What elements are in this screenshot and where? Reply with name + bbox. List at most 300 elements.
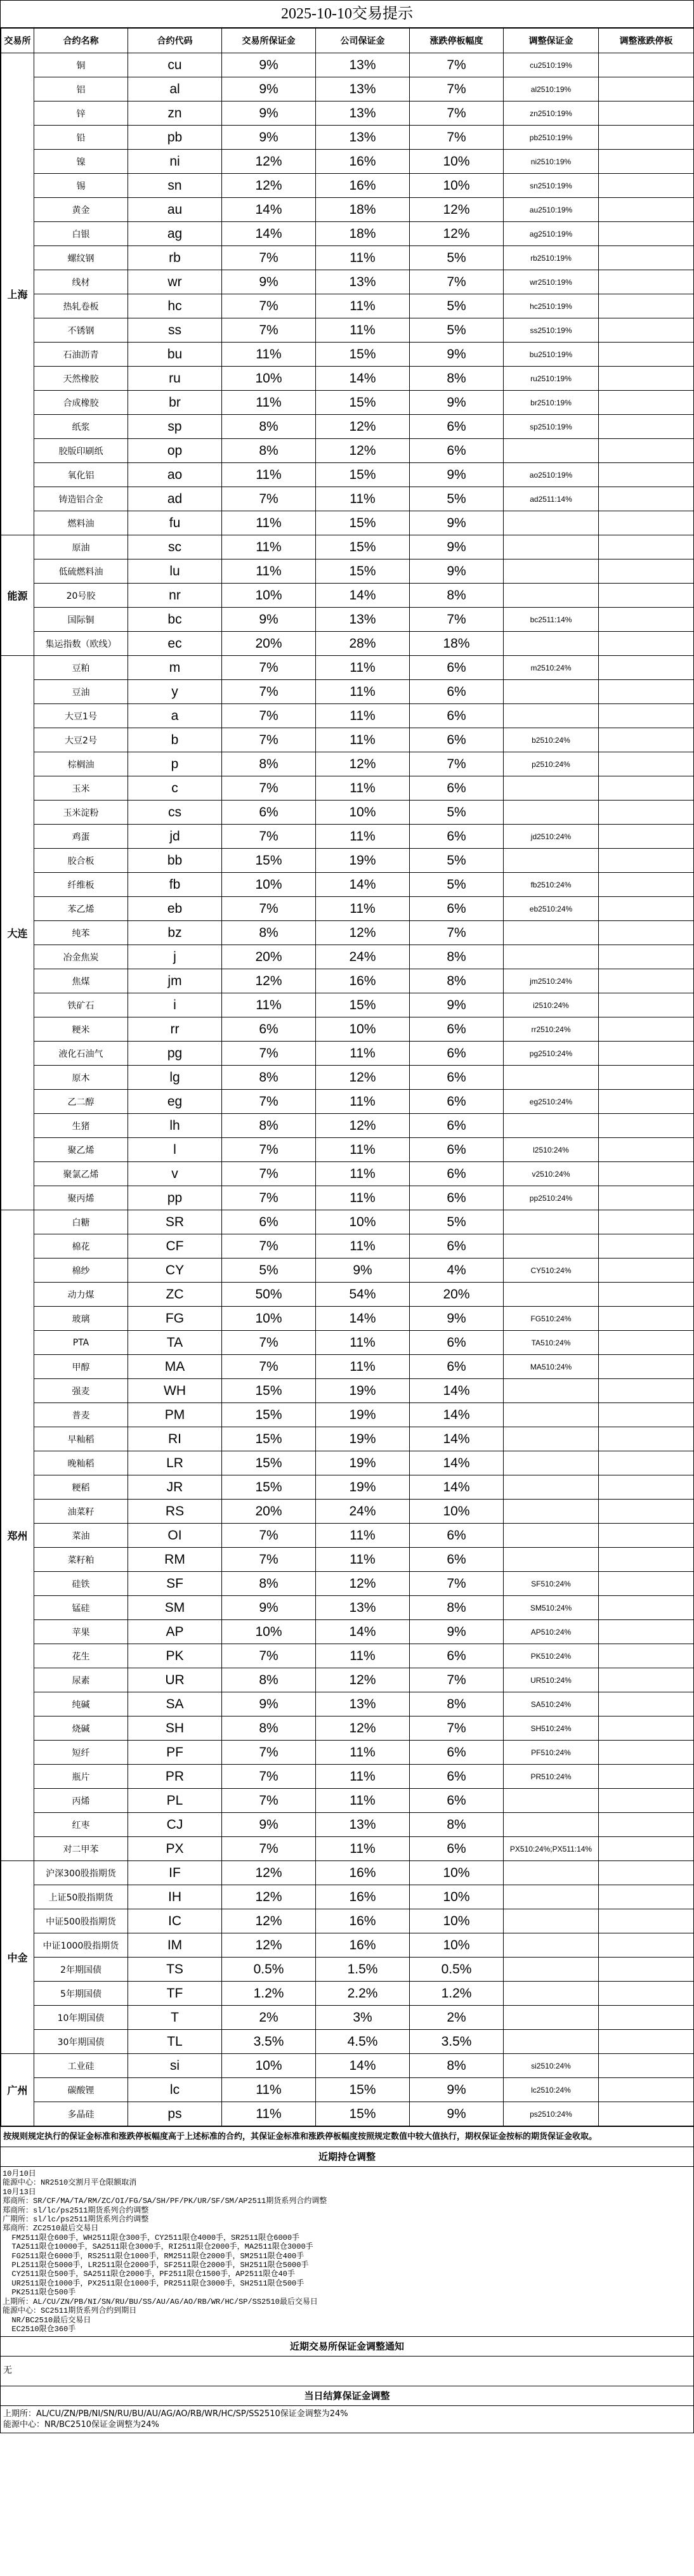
table-row <box>1 1210 694 1234</box>
company-margin: 15% <box>316 391 410 415</box>
contract-code: RS <box>128 1500 222 1524</box>
contract-name: 30年期国债 <box>34 2030 128 2054</box>
exchange-margin: 8% <box>222 415 316 439</box>
adjusted-margin: UR510:24% <box>504 1668 599 1692</box>
exchange-margin: 20% <box>222 1500 316 1524</box>
contract-code: SR <box>128 1210 222 1234</box>
table-row <box>1 656 694 680</box>
company-margin: 13% <box>316 126 410 150</box>
adjusted-margin <box>504 1548 599 1572</box>
price-limit: 6% <box>410 1789 504 1813</box>
table-body <box>1 53 694 2126</box>
price-limit: 7% <box>410 1572 504 1596</box>
notice-section-text: 无 <box>1 2357 693 2386</box>
adjusted-margin <box>504 1958 599 1982</box>
exchange-margin: 5% <box>222 1259 316 1283</box>
exchange-margin: 10% <box>222 1307 316 1331</box>
adjusted-margin <box>504 1982 599 2006</box>
adjusted-limit <box>599 1259 694 1283</box>
adjusted-margin <box>504 1885 599 1909</box>
adjusted-margin: ni2510:19% <box>504 150 599 174</box>
exchange-margin: 7% <box>222 1548 316 1572</box>
contract-name: 焦煤 <box>34 969 128 993</box>
exchange-margin: 7% <box>222 825 316 849</box>
exchange-margin: 10% <box>222 2054 316 2078</box>
company-margin: 13% <box>316 53 410 77</box>
adjusted-margin <box>504 511 599 535</box>
contract-code: SF <box>128 1572 222 1596</box>
adjusted-limit <box>599 1789 694 1813</box>
contract-name: 多晶硅 <box>34 2102 128 2126</box>
table-row <box>1 1403 694 1427</box>
adjusted-limit <box>599 704 694 728</box>
table-row <box>1 632 694 656</box>
contract-code: c <box>128 776 222 801</box>
company-margin: 11% <box>316 897 410 921</box>
adjusted-margin: jm2510:24% <box>504 969 599 993</box>
exchange-margin: 12% <box>222 969 316 993</box>
adjusted-limit <box>599 993 694 1017</box>
exchange-name: 中金 <box>1 1861 34 2054</box>
company-margin: 15% <box>316 343 410 367</box>
adjusted-margin: SH510:24% <box>504 1716 599 1741</box>
exchange-margin: 20% <box>222 945 316 969</box>
exchange-margin: 10% <box>222 1620 316 1644</box>
exchange-margin: 12% <box>222 1909 316 1933</box>
exchange-margin: 7% <box>222 1789 316 1813</box>
exchange-margin: 10% <box>222 873 316 897</box>
table-row <box>1 2078 694 2102</box>
contract-name: 不锈钢 <box>34 318 128 343</box>
company-margin: 10% <box>316 801 410 825</box>
adjusted-margin <box>504 535 599 559</box>
company-margin: 28% <box>316 632 410 656</box>
company-margin: 24% <box>316 945 410 969</box>
exchange-margin: 6% <box>222 801 316 825</box>
exchange-margin: 15% <box>222 849 316 873</box>
adjusted-margin: SM510:24% <box>504 1596 599 1620</box>
price-limit: 8% <box>410 584 504 608</box>
price-limit: 7% <box>410 126 504 150</box>
company-margin: 11% <box>316 1548 410 1572</box>
adjusted-margin <box>504 1524 599 1548</box>
price-limit: 0.5% <box>410 1958 504 1982</box>
adjusted-limit <box>599 897 694 921</box>
table-row <box>1 2102 694 2126</box>
adjusted-margin: eg2510:24% <box>504 1090 599 1114</box>
adjusted-limit <box>599 1331 694 1355</box>
exchange-name: 能源 <box>1 535 34 656</box>
exchange-margin: 0.5% <box>222 1958 316 1982</box>
adjusted-limit <box>599 2030 694 2054</box>
adjusted-margin: PK510:24% <box>504 1644 599 1668</box>
exchange-margin: 7% <box>222 487 316 511</box>
contract-name: 铜 <box>34 53 128 77</box>
adjusted-margin <box>504 1789 599 1813</box>
adjusted-limit <box>599 343 694 367</box>
adjusted-margin <box>504 776 599 801</box>
company-margin: 16% <box>316 174 410 198</box>
contract-name: 丙烯 <box>34 1789 128 1813</box>
contract-code: ZC <box>128 1283 222 1307</box>
price-limit: 8% <box>410 1596 504 1620</box>
adjusted-limit <box>599 1596 694 1620</box>
adjusted-margin: lc2510:24% <box>504 2078 599 2102</box>
adjusted-limit <box>599 535 694 559</box>
adjusted-margin <box>504 1451 599 1475</box>
price-limit: 6% <box>410 1138 504 1162</box>
exchange-margin: 7% <box>222 656 316 680</box>
contract-code: PK <box>128 1644 222 1668</box>
adjusted-limit <box>599 1716 694 1741</box>
contract-code: TS <box>128 1958 222 1982</box>
adjusted-limit <box>599 969 694 993</box>
contract-name: 大豆1号 <box>34 704 128 728</box>
contract-code: MA <box>128 1355 222 1379</box>
contract-code: eg <box>128 1090 222 1114</box>
contract-code: UR <box>128 1668 222 1692</box>
contract-name: 普麦 <box>34 1403 128 1427</box>
exchange-margin: 11% <box>222 535 316 559</box>
table-row <box>1 559 694 584</box>
contract-name: 集运指数（欧线） <box>34 632 128 656</box>
contract-name: 瓶片 <box>34 1765 128 1789</box>
company-margin: 3% <box>316 2006 410 2030</box>
exchange-margin: 9% <box>222 77 316 101</box>
price-limit: 7% <box>410 752 504 776</box>
adjusted-limit <box>599 270 694 294</box>
table-row <box>1 535 694 559</box>
company-margin: 24% <box>316 1500 410 1524</box>
contract-code: i <box>128 993 222 1017</box>
adjusted-margin <box>504 1066 599 1090</box>
exchange-margin: 8% <box>222 1716 316 1741</box>
settlement-section-text <box>1 2406 693 2433</box>
adjusted-limit <box>599 1234 694 1259</box>
exchange-margin: 6% <box>222 1017 316 1042</box>
contract-name: 冶金焦炭 <box>34 945 128 969</box>
contract-name: 聚丙烯 <box>34 1186 128 1210</box>
company-margin: 14% <box>316 1307 410 1331</box>
table-row <box>1 1066 694 1090</box>
exchange-margin: 8% <box>222 1668 316 1692</box>
table-row <box>1 1933 694 1958</box>
contract-name: 胶版印刷纸 <box>34 439 128 463</box>
company-margin: 19% <box>316 1475 410 1500</box>
company-margin: 15% <box>316 2078 410 2102</box>
contract-name: 国际铜 <box>34 608 128 632</box>
adjusted-limit <box>599 752 694 776</box>
exchange-margin: 10% <box>222 367 316 391</box>
table-row <box>1 487 694 511</box>
contract-code: RI <box>128 1427 222 1451</box>
table-row <box>1 873 694 897</box>
margin-table <box>1 28 694 2126</box>
price-limit: 8% <box>410 2054 504 2078</box>
contract-code: PL <box>128 1789 222 1813</box>
company-margin: 12% <box>316 1668 410 1692</box>
price-limit: 6% <box>410 656 504 680</box>
contract-name: 液化石油气 <box>34 1042 128 1066</box>
contract-name: 大豆2号 <box>34 728 128 752</box>
price-limit: 9% <box>410 1307 504 1331</box>
price-limit: 6% <box>410 1331 504 1355</box>
contract-code: IM <box>128 1933 222 1958</box>
contract-code: SH <box>128 1716 222 1741</box>
adjusted-margin: fb2510:24% <box>504 873 599 897</box>
price-limit: 6% <box>410 897 504 921</box>
adjusted-margin: PR510:24% <box>504 1765 599 1789</box>
adjusted-margin: v2510:24% <box>504 1162 599 1186</box>
contract-name: 乙二醇 <box>34 1090 128 1114</box>
contract-name: 锡 <box>34 174 128 198</box>
contract-code: jm <box>128 969 222 993</box>
adjusted-limit <box>599 246 694 270</box>
table-row <box>1 897 694 921</box>
contract-code: FG <box>128 1307 222 1331</box>
adjusted-margin: ad2511:14% <box>504 487 599 511</box>
adjusted-limit <box>599 1837 694 1861</box>
exchange-margin: 9% <box>222 126 316 150</box>
company-margin: 11% <box>316 246 410 270</box>
table-row <box>1 1572 694 1596</box>
table-row <box>1 1234 694 1259</box>
company-margin: 11% <box>316 776 410 801</box>
adjusted-limit <box>599 680 694 704</box>
adjusted-margin <box>504 2006 599 2030</box>
adjusted-limit <box>599 1283 694 1307</box>
exchange-margin: 12% <box>222 1861 316 1885</box>
contract-name: 原木 <box>34 1066 128 1090</box>
price-limit: 2% <box>410 2006 504 2030</box>
price-limit: 9% <box>410 343 504 367</box>
exchange-margin: 8% <box>222 752 316 776</box>
adjusted-margin: wr2510:19% <box>504 270 599 294</box>
contract-name: 白糖 <box>34 1210 128 1234</box>
contract-code: cu <box>128 53 222 77</box>
contract-code: hc <box>128 294 222 318</box>
adjusted-margin: m2510:24% <box>504 656 599 680</box>
adjusted-limit <box>599 1307 694 1331</box>
price-limit: 9% <box>410 559 504 584</box>
table-row <box>1 101 694 126</box>
contract-code: p <box>128 752 222 776</box>
price-limit: 6% <box>410 1186 504 1210</box>
contract-code: lu <box>128 559 222 584</box>
exchange-margin: 8% <box>222 439 316 463</box>
table-row <box>1 439 694 463</box>
table-header-row <box>1 29 694 53</box>
column-header: 交易所 <box>1 29 34 53</box>
adjusted-margin <box>504 704 599 728</box>
contract-name: 苹果 <box>34 1620 128 1644</box>
table-row <box>1 1644 694 1668</box>
contract-name: 红枣 <box>34 1813 128 1837</box>
price-limit: 14% <box>410 1403 504 1427</box>
adjusted-margin: ao2510:19% <box>504 463 599 487</box>
adjusted-limit <box>599 1885 694 1909</box>
company-margin: 14% <box>316 584 410 608</box>
exchange-margin: 7% <box>222 1186 316 1210</box>
exchange-margin: 11% <box>222 391 316 415</box>
company-margin: 11% <box>316 1042 410 1066</box>
table-row <box>1 1500 694 1524</box>
company-margin: 11% <box>316 1837 410 1861</box>
contract-code: a <box>128 704 222 728</box>
contract-name: 低硫燃料油 <box>34 559 128 584</box>
contract-code: IH <box>128 1885 222 1909</box>
adjusted-margin <box>504 559 599 584</box>
adjusted-margin <box>504 680 599 704</box>
price-limit: 9% <box>410 2078 504 2102</box>
contract-code: ag <box>128 222 222 246</box>
table-row <box>1 391 694 415</box>
exchange-margin: 7% <box>222 318 316 343</box>
contract-name: 5年期国债 <box>34 1982 128 2006</box>
price-limit: 5% <box>410 849 504 873</box>
contract-name: 早籼稻 <box>34 1427 128 1451</box>
price-limit: 10% <box>410 150 504 174</box>
company-margin: 12% <box>316 415 410 439</box>
table-row <box>1 1283 694 1307</box>
company-margin: 12% <box>316 752 410 776</box>
exchange-margin: 6% <box>222 1210 316 1234</box>
company-margin: 11% <box>316 1162 410 1186</box>
settlement-line: 上期所：AL/CU/ZN/PB/NI/SN/RU/BU/AU/AG/AO/RB/WR/HC/SP/SS2510保证金调整为24% <box>3 2409 348 2419</box>
contract-code: SA <box>128 1692 222 1716</box>
adjusted-limit <box>599 1548 694 1572</box>
price-limit: 6% <box>410 1644 504 1668</box>
adjusted-margin: rb2510:19% <box>504 246 599 270</box>
contract-name: 粳稻 <box>34 1475 128 1500</box>
table-row <box>1 921 694 945</box>
adjusted-margin: pp2510:24% <box>504 1186 599 1210</box>
exchange-margin: 11% <box>222 343 316 367</box>
contract-name: 生猪 <box>34 1114 128 1138</box>
price-limit: 14% <box>410 1427 504 1451</box>
contract-code: lh <box>128 1114 222 1138</box>
price-limit: 5% <box>410 487 504 511</box>
adjusted-limit <box>599 873 694 897</box>
adjusted-margin: SA510:24% <box>504 1692 599 1716</box>
contract-name: 10年期国债 <box>34 2006 128 2030</box>
table-row <box>1 969 694 993</box>
contract-code: lg <box>128 1066 222 1090</box>
company-margin: 12% <box>316 1114 410 1138</box>
table-row <box>1 776 694 801</box>
adjusted-margin <box>504 921 599 945</box>
contract-name: 甲醇 <box>34 1355 128 1379</box>
company-margin: 15% <box>316 559 410 584</box>
exchange-margin: 7% <box>222 897 316 921</box>
table-row <box>1 1090 694 1114</box>
adjusted-limit <box>599 222 694 246</box>
table-row <box>1 2054 694 2078</box>
company-margin: 11% <box>316 1355 410 1379</box>
exchange-margin: 1.2% <box>222 1982 316 2006</box>
company-margin: 19% <box>316 1451 410 1475</box>
adjusted-margin: cu2510:19% <box>504 53 599 77</box>
exchange-margin: 8% <box>222 1114 316 1138</box>
adjusted-limit <box>599 945 694 969</box>
table-row <box>1 584 694 608</box>
exchange-margin: 14% <box>222 198 316 222</box>
adjusted-limit <box>599 1765 694 1789</box>
contract-name: 铅 <box>34 126 128 150</box>
adjusted-margin: zn2510:19% <box>504 101 599 126</box>
contract-name: 中证1000股指期货 <box>34 1933 128 1958</box>
adjusted-margin: br2510:19% <box>504 391 599 415</box>
exchange-margin: 9% <box>222 608 316 632</box>
company-margin: 16% <box>316 1861 410 1885</box>
price-limit: 9% <box>410 535 504 559</box>
price-limit: 9% <box>410 1620 504 1644</box>
company-margin: 11% <box>316 1524 410 1548</box>
exchange-margin: 7% <box>222 1234 316 1259</box>
company-margin: 12% <box>316 1572 410 1596</box>
contract-name: 沪深300股指期货 <box>34 1861 128 1885</box>
adjusted-margin: ss2510:19% <box>504 318 599 343</box>
adjusted-limit <box>599 2006 694 2030</box>
exchange-margin: 14% <box>222 222 316 246</box>
company-margin: 14% <box>316 873 410 897</box>
company-margin: 13% <box>316 1692 410 1716</box>
company-margin: 13% <box>316 608 410 632</box>
contract-name: 黄金 <box>34 198 128 222</box>
exchange-margin: 15% <box>222 1427 316 1451</box>
adjusted-margin: CY510:24% <box>504 1259 599 1283</box>
adjusted-margin: al2510:19% <box>504 77 599 101</box>
contract-code: WH <box>128 1379 222 1403</box>
table-row <box>1 993 694 1017</box>
table-row <box>1 1741 694 1765</box>
company-margin: 11% <box>316 1090 410 1114</box>
contract-name: 对二甲苯 <box>34 1837 128 1861</box>
contract-code: bz <box>128 921 222 945</box>
table-row <box>1 752 694 776</box>
table-row <box>1 1307 694 1331</box>
contract-code: eb <box>128 897 222 921</box>
table-row <box>1 1982 694 2006</box>
adjusted-margin <box>504 1427 599 1451</box>
price-limit: 7% <box>410 270 504 294</box>
company-margin: 13% <box>316 1596 410 1620</box>
adjusted-limit <box>599 77 694 101</box>
table-row <box>1 1861 694 1885</box>
exchange-margin: 7% <box>222 728 316 752</box>
adjusted-margin: rr2510:24% <box>504 1017 599 1042</box>
company-margin: 11% <box>316 1789 410 1813</box>
contract-code: m <box>128 656 222 680</box>
contract-code: ad <box>128 487 222 511</box>
exchange-name: 广州 <box>1 2054 34 2126</box>
adjusted-margin: PF510:24% <box>504 1741 599 1765</box>
adjusted-limit <box>599 1958 694 1982</box>
exchange-name: 上海 <box>1 53 34 535</box>
contract-code: fu <box>128 511 222 535</box>
table-row <box>1 1837 694 1861</box>
adjusted-margin <box>504 945 599 969</box>
contract-name: 粳米 <box>34 1017 128 1042</box>
price-limit: 14% <box>410 1379 504 1403</box>
contract-code: y <box>128 680 222 704</box>
price-limit: 8% <box>410 1813 504 1837</box>
contract-code: PM <box>128 1403 222 1427</box>
company-margin: 11% <box>316 294 410 318</box>
contract-code: zn <box>128 101 222 126</box>
price-limit: 5% <box>410 318 504 343</box>
table-row <box>1 1017 694 1042</box>
